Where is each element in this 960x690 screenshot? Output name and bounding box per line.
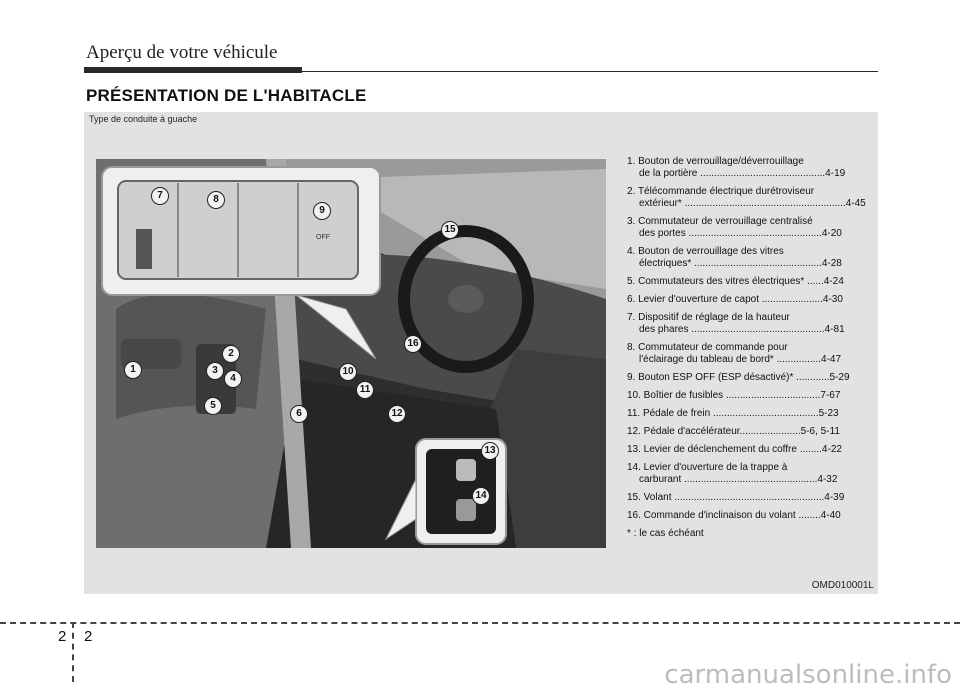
footer-divider [72, 622, 74, 682]
figure-caption: Type de conduite à guache [89, 114, 198, 124]
legend-item: 3. Commutateur de verrouillage centralisé des portes ................................................4-20 [627, 216, 842, 239]
legend-item: 14. Levier d'ouverture de la trappe à carburant ................................................4-32 [627, 462, 838, 485]
header-bar [84, 67, 302, 73]
section-title: PRÉSENTATION DE L'HABITACLE [86, 86, 367, 105]
callout-15: 15 [441, 221, 459, 239]
callout-16: 16 [404, 335, 422, 353]
callout-4: 4 [224, 370, 242, 388]
legend-item: 1. Bouton de verrouillage/déverrouillage de la portière .............................................4-19 [627, 156, 846, 179]
page-number-right: 2 [84, 628, 93, 645]
legend-list [627, 156, 872, 546]
callout-11: 11 [356, 381, 374, 399]
callout-6: 6 [290, 405, 308, 423]
esp-off-label: OFF [316, 234, 330, 241]
callout-3: 3 [206, 362, 224, 380]
figure-panel [84, 112, 878, 594]
callout-7: 7 [151, 187, 169, 205]
callout-2: 2 [222, 345, 240, 363]
page-number-left: 2 [58, 628, 67, 645]
legend-item: 4. Bouton de verrouillage des vitres électriques* ..............................................4-28 [627, 246, 842, 269]
legend-item: 2. Télécommande électrique durétroviseur extérieur* ..........................................................4-45 [627, 186, 866, 209]
callout-14: 14 [472, 487, 490, 505]
legend-item: 11. Pédale de frein ......................................5-23 [627, 408, 839, 419]
legend-item: 12. Pédale d'accélérateur......................5-6, 5-11 [627, 426, 840, 437]
callout-8: 8 [207, 191, 225, 209]
callout-9: 9 [313, 202, 331, 220]
watermark: carmanualsonline.info [664, 660, 952, 690]
legend-item: 7. Dispositif de réglage de la hauteur des phares ................................................4-81 [627, 312, 845, 335]
legend-item: 16. Commande d'inclinaison du volant ........4-40 [627, 510, 841, 521]
callout-10: 10 [339, 363, 357, 381]
legend-item: 8. Commutateur de commande pour l'éclairage du tableau de bord* ................4-47 [627, 342, 842, 365]
interior-illustration [96, 159, 606, 548]
chapter-title: Aperçu de votre véhicule [86, 42, 278, 63]
callout-5: 5 [204, 397, 222, 415]
legend-item: 6. Levier d'ouverture de capot ......................4-30 [627, 294, 843, 305]
legend-footnote: * : le cas échéant [627, 528, 704, 539]
legend-item: 15. Volant ......................................................4-39 [627, 492, 845, 503]
callout-13: 13 [481, 442, 499, 460]
interior-photo [96, 159, 606, 548]
legend-item: 10. Boîtier de fusibles ..................................7-67 [627, 390, 841, 401]
footer-rule [0, 622, 960, 624]
legend-item: 13. Levier de déclenchement du coffre ........4-22 [627, 444, 842, 455]
header-rule [84, 71, 878, 72]
legend-item: 9. Bouton ESP OFF (ESP désactivé)* ............5-29 [627, 372, 850, 383]
callout-1: 1 [124, 361, 142, 379]
legend-item: 5. Commutateurs des vitres électriques* ......4-24 [627, 276, 844, 287]
image-code: OMD010001L [811, 580, 874, 591]
callout-12: 12 [388, 405, 406, 423]
